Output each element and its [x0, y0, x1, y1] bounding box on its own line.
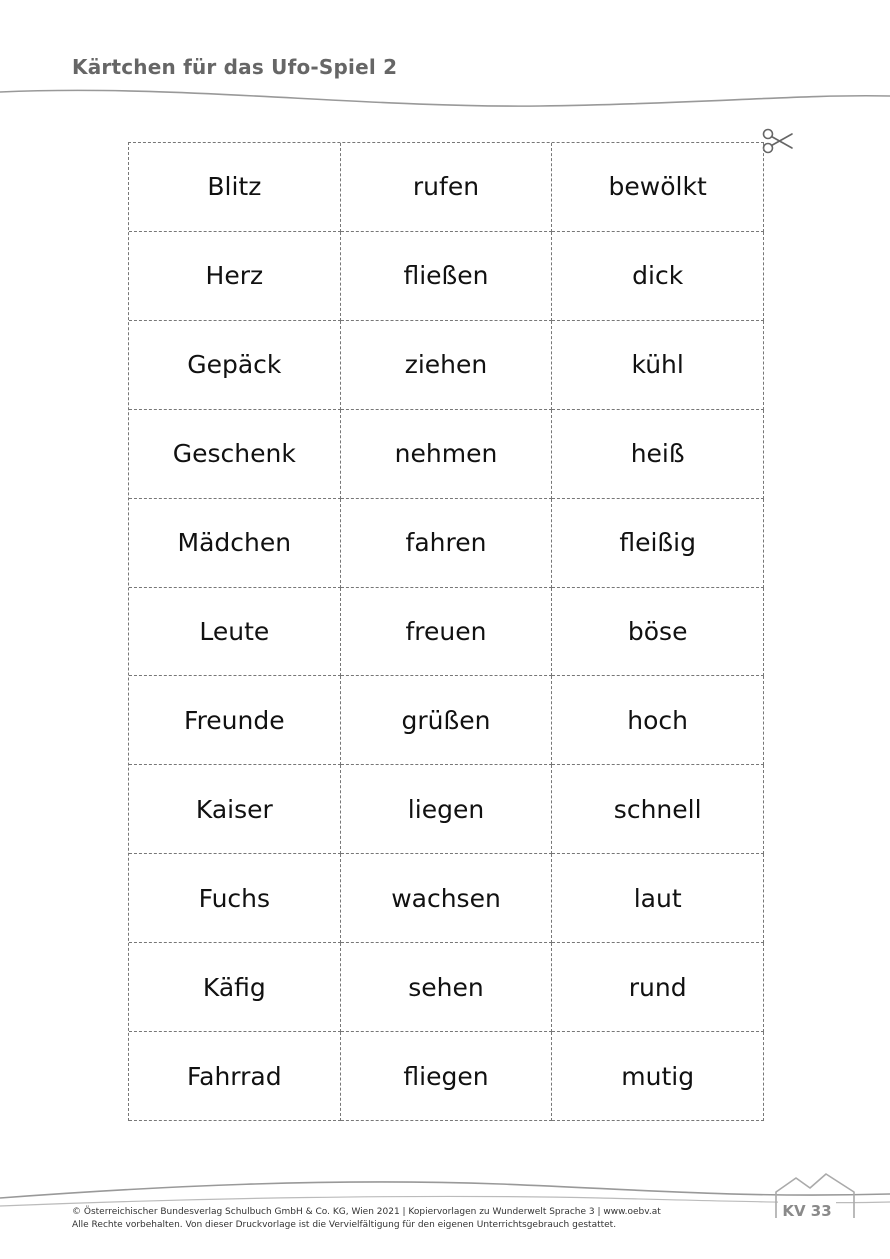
word-card: Freunde	[129, 676, 341, 765]
word-card: freuen	[341, 588, 553, 677]
footer-wave-divider	[0, 1168, 890, 1208]
word-card: böse	[552, 588, 764, 677]
word-card: Kaiser	[129, 765, 341, 854]
word-card: fließen	[341, 232, 553, 321]
footer-copyright	[72, 1206, 661, 1232]
scissors-icon	[760, 126, 796, 156]
word-card: dick	[552, 232, 764, 321]
word-card: Fahrrad	[129, 1032, 341, 1121]
footer-line-2: Alle Rechte vorbehalten. Von dieser Druckvorlage ist die Vervielfältigung für den eigenen Unterrichtsgebrauch gestattet.	[72, 1220, 617, 1230]
word-card: laut	[552, 854, 764, 943]
word-card: Fuchs	[129, 854, 341, 943]
word-card: Geschenk	[129, 410, 341, 499]
word-card: Gepäck	[129, 321, 341, 410]
word-card: sehen	[341, 943, 553, 1032]
word-card-grid	[128, 142, 764, 1121]
word-card: fliegen	[341, 1032, 553, 1121]
footer-line-1: © Österreichischer Bundesverlag Schulbuch GmbH & Co. KG, Wien 2021 | Kopiervorlagen zu Wunderwelt Sprache 3 | www.oebv.at	[72, 1207, 661, 1217]
word-card: fahren	[341, 499, 553, 588]
word-card: wachsen	[341, 854, 553, 943]
word-card: Herz	[129, 232, 341, 321]
word-card: hoch	[552, 676, 764, 765]
word-card: liegen	[341, 765, 553, 854]
word-card: Leute	[129, 588, 341, 677]
page-title: Kärtchen für das Ufo-Spiel 2	[72, 55, 398, 79]
header-wave-divider	[0, 82, 890, 122]
page-number-badge: KV 33	[778, 1199, 836, 1223]
word-card: Blitz	[129, 143, 341, 232]
word-card: rund	[552, 943, 764, 1032]
word-card: ziehen	[341, 321, 553, 410]
word-card: bewölkt	[552, 143, 764, 232]
word-card: nehmen	[341, 410, 553, 499]
word-card: Mädchen	[129, 499, 341, 588]
word-card: mutig	[552, 1032, 764, 1121]
word-card: Käfig	[129, 943, 341, 1032]
word-card: grüßen	[341, 676, 553, 765]
word-card: rufen	[341, 143, 553, 232]
word-card: heiß	[552, 410, 764, 499]
word-card: kühl	[552, 321, 764, 410]
word-card: schnell	[552, 765, 764, 854]
word-card: fleißig	[552, 499, 764, 588]
